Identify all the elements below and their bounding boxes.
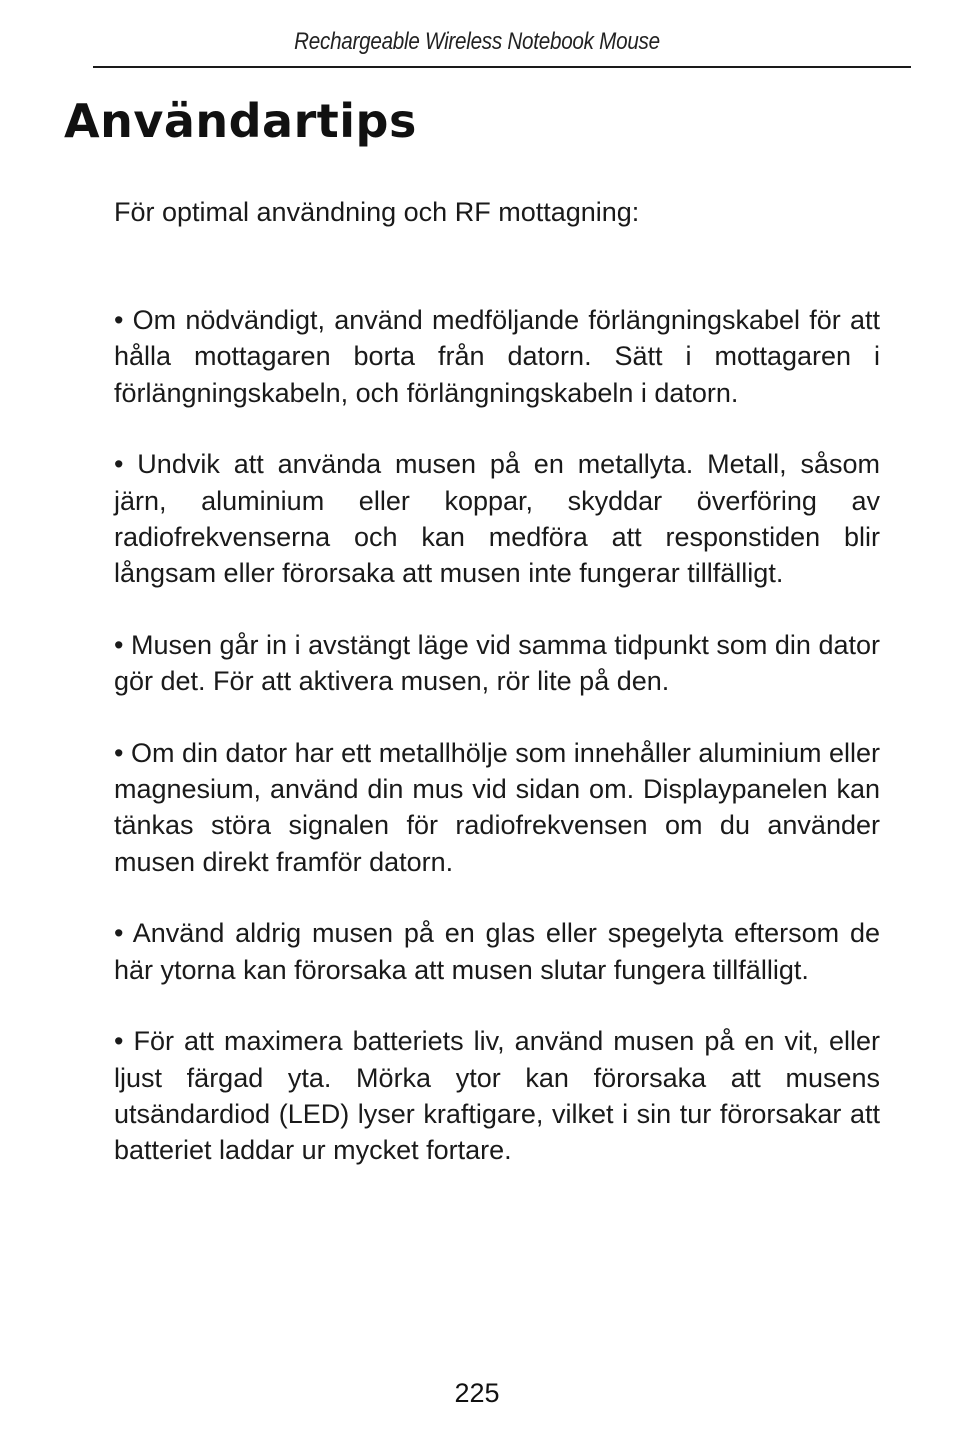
tip-item: • Om din dator har ett metallhölje som innehåller aluminium eller magnesium, använd din mus vid sidan om. Displaypanelen kan tänkas störa signalen för radiofrekvensen om du använder musen direkt framför datorn.	[114, 737, 880, 877]
page-number: 225	[454, 1378, 500, 1408]
tip-item: • Använd aldrig musen på en glas eller spegelyta eftersom de här ytorna kan förorsaka att musen slutar fungera tillfälligt.	[114, 918, 880, 985]
running-header: Rechargeable Wireless Notebook Mouse	[294, 28, 660, 55]
tip-item: • Om nödvändigt, använd medföljande förlängningskabel för att hålla mottagaren borta från datorn. Sätt i mottagaren i förlängningskabeln, och förlängningskabeln i datorn.	[114, 305, 880, 408]
page-title: Användartips	[64, 94, 417, 148]
tip-item: • Musen går in i avstängt läge vid samma tidpunkt som din dator gör det. För att aktivera musen, rör lite på den.	[114, 629, 880, 697]
tips-list	[114, 302, 880, 1204]
tip-item: • För att maximera batteriets liv, använd musen på en vit, eller ljust färgad yta. Mörka ytor kan förorsaka att musens utsändardiod (LED) lyser kraftigare, vilket i sin tur förorsakar att batteriet laddar ur mycket fortare.	[114, 1026, 880, 1166]
header-divider	[93, 66, 911, 68]
intro-text: För optimal användning och RF mottagning:	[114, 197, 640, 227]
tip-item: • Undvik att använda musen på en metallyta. Metall, såsom järn, aluminium eller koppar, skyddar överföring av radiofrekvenserna och kan medföra att responstiden blir långsam eller förorsaka att musen inte fungerar tillfälligt.	[114, 449, 880, 589]
